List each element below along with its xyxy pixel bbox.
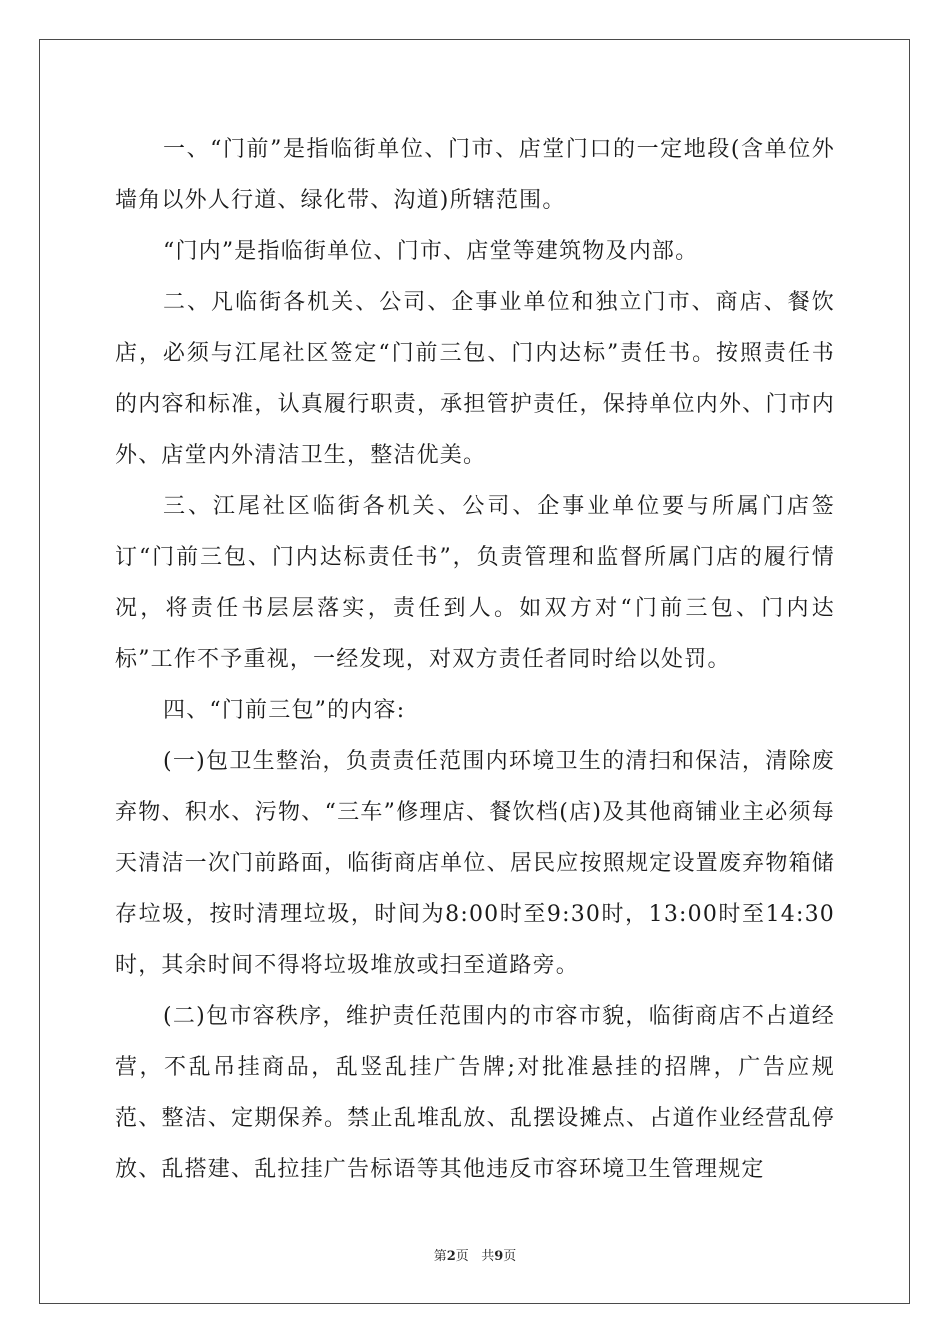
paragraph-item-one: (一)包卫生整治，负责责任范围内环境卫生的清扫和保洁，清除废弃物、积水、污物、“三车”修理店、餐饮档(店)及其他商铺业主必须每天清洁一次门前路面，临街商店单位、居民应按照规定设置废弃物箱储存垃圾，按时清理垃圾，时间为8:00时至9:30时，13:00时至14:30时，其余时间不得将垃圾堆放或扫至道路旁。 bbox=[115, 749, 835, 978]
footer-prefix: 第 bbox=[433, 1249, 447, 1264]
paragraph-item-two: (二)包市容秩序，维护责任范围内的市容市貌，临街商店不占道经营，不乱吊挂商品，乱竖乱挂广告牌;对批准悬挂的招牌，广告应规范、整洁、定期保养。禁止乱堆乱放、乱摆设摊点、占道作业经营乱停放、乱搭建、乱拉挂广告标语等其他违反市容环境卫生管理规定 bbox=[115, 1004, 835, 1182]
paragraph-definition-door-inside: “门内”是指临街单位、门市、店堂等建筑物及内部。 bbox=[163, 239, 699, 264]
paragraph-rule-three: 三、江尾社区临街各机关、公司、企事业单位要与所属门店签订“门前三包、门内达标责任书”，负责管理和监督所属门店的履行情况，将责任书层层落实，责任到人。如双方对“门前三包、门内达标”工作不予重视，一经发现，对双方责任者同时给以处罚。 bbox=[115, 494, 835, 672]
paragraph-definition-door-front: 一、“门前”是指临街单位、门市、店堂门口的一定地段(含单位外墙角以外人行道、绿化带、沟道)所辖范围。 bbox=[115, 137, 835, 213]
footer-current-page: 2 bbox=[446, 1249, 456, 1264]
page-footer bbox=[0, 1245, 950, 1264]
paragraph-rule-four-heading: 四、“门前三包”的内容: bbox=[163, 698, 406, 723]
footer-total-pages: 9 bbox=[494, 1249, 504, 1264]
footer-total-suffix: 页 bbox=[503, 1249, 517, 1264]
document-body bbox=[115, 124, 835, 1195]
paragraph-rule-two: 二、凡临街各机关、公司、企事业单位和独立门市、商店、餐饮店，必须与江尾社区签定“门前三包、门内达标”责任书。按照责任书的内容和标准，认真履行职责，承担管护责任，保持单位内外、门市内外、店堂内外清洁卫生，整洁优美。 bbox=[115, 290, 835, 468]
footer-page-suffix: 页 bbox=[455, 1249, 469, 1264]
footer-total-prefix: 共 bbox=[481, 1249, 495, 1264]
